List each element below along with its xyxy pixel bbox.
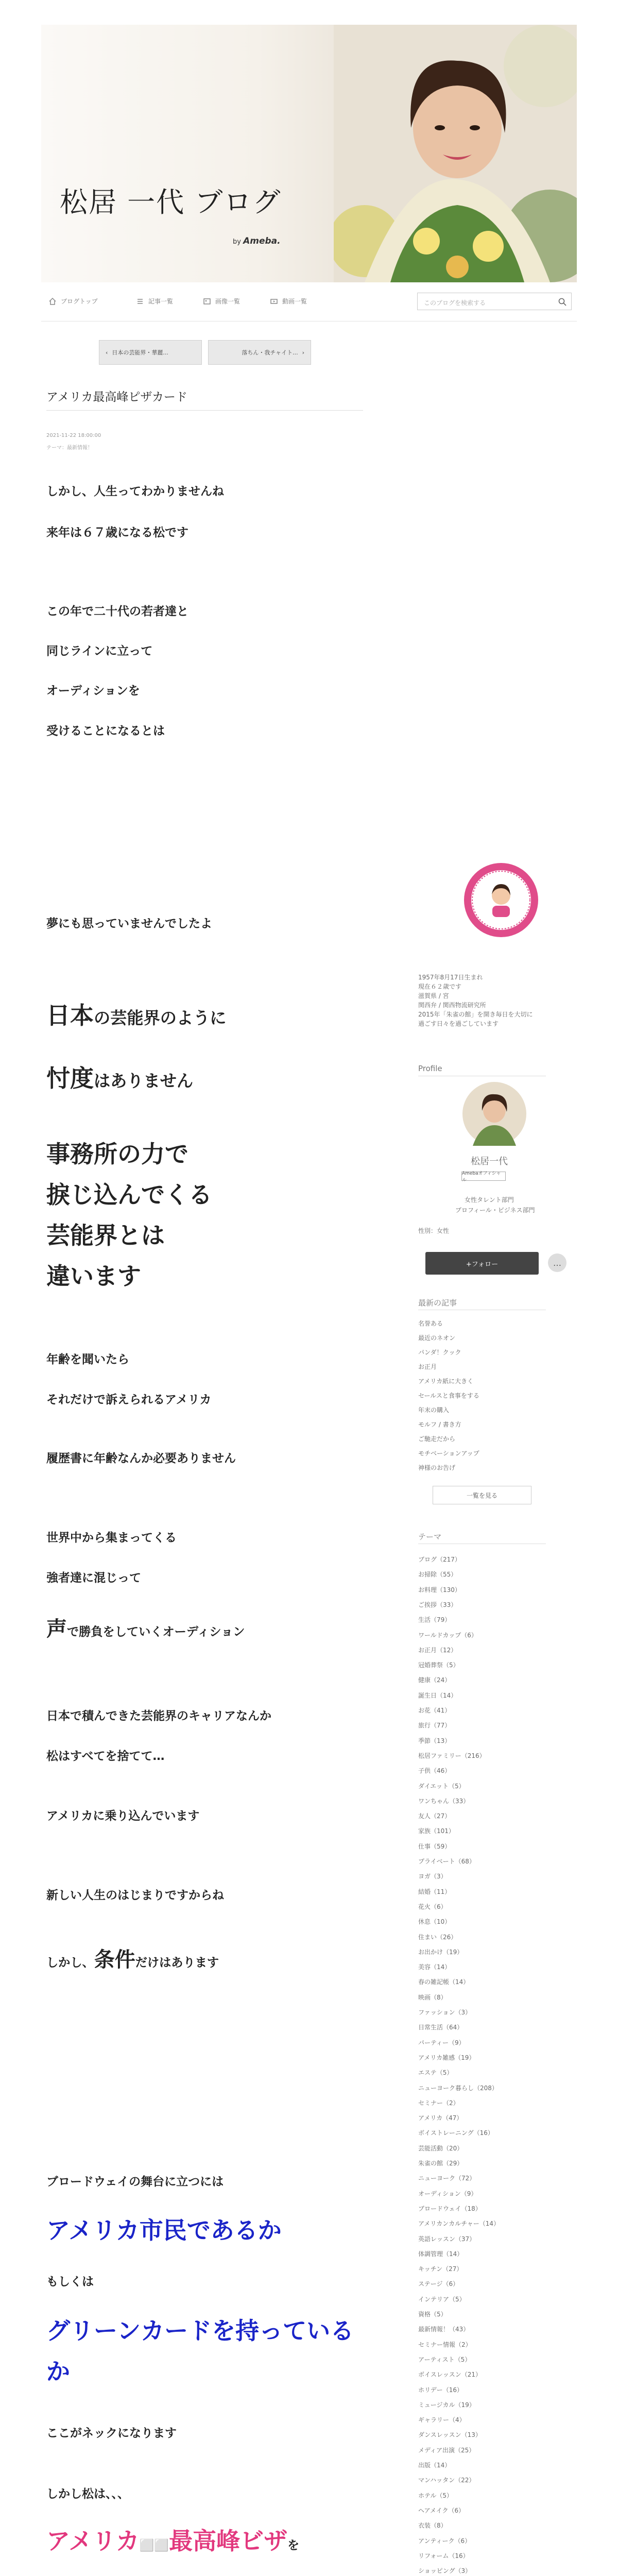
body-line: 松はすべてを捨てて… [46,1750,165,1763]
emphasis-big: 忖度 [46,1064,94,1092]
nav-articles[interactable] [136,297,173,306]
body-line: 履歴書に年齢なんか必要ありません [46,1452,236,1465]
theme-link[interactable]: 朱雀の館（29） [418,2160,464,2167]
body-line: この年で二十代の若者達と [46,605,188,618]
body-line: 日本で積んできた芸能界のキャリアなんか [46,1709,271,1723]
theme-link[interactable]: 衣装（8） [418,2522,447,2530]
chevron-left-icon: ‹ [106,349,108,356]
theme-link[interactable]: 映画（8） [418,1993,447,2001]
emphasis-small: だけはあります [135,1956,219,1970]
body-line: しかし、人生ってわかりませんね [46,485,224,498]
emphasis-big: 声 [46,1617,67,1641]
theme-link[interactable]: ギャラリー（4） [418,2416,466,2424]
theme-link[interactable]: 日常生活（64） [418,2024,464,2031]
body-line: ブロードウェイの舞台に立つには [46,2175,224,2189]
theme-link[interactable]: 休息（10） [418,1918,451,1926]
nav-blog-top[interactable] [48,297,98,306]
theme-link[interactable]: ニューヨーク（72） [418,2175,476,2182]
theme-link[interactable]: ダンスレッスン（13） [418,2431,482,2439]
bio-line: 現在６２歳です [418,983,462,990]
emphasis-small: で勝負をしていくオーディション [67,1625,245,1639]
theme-link[interactable]: 健康（24） [418,1676,451,1684]
nav-label: ブログトップ [61,298,98,305]
nav-label: 記事一覧 [148,298,174,305]
recent-article-link[interactable]: 年末の購入 [418,1406,450,1414]
recent-article-link[interactable]: アメリカ紙に大きく [418,1378,474,1385]
theme-link[interactable]: ブログ（217） [418,1556,461,1563]
recent-article-link[interactable]: 名誉ある [418,1320,443,1327]
nav-images[interactable] [203,297,240,306]
recent-article-link[interactable]: お正月 [418,1363,437,1370]
theme-link[interactable]: 旅行（77） [418,1722,451,1730]
recent-article-link[interactable]: ご馳走だから [418,1435,456,1443]
body-line-blue: アメリカ市民であるか [46,2216,282,2244]
body-line: 同じラインに立って [46,645,153,658]
profile-heading: Profile [418,1064,442,1073]
article-theme[interactable]: テーマ：最新情報！ [46,445,93,451]
theme-link[interactable]: 家族（101） [418,1827,455,1835]
global-nav [41,282,577,321]
body-line: 受けることになるとは [46,724,165,738]
theme-heading: テーマ [418,1532,442,1541]
theme-link[interactable]: オーディション（9） [418,2190,477,2197]
title-divider [46,410,363,411]
bio-line: 1957年8月17日生まれ [418,974,483,981]
theme-link[interactable]: アーティスト（5） [418,2355,471,2363]
theme-link[interactable]: ボイストレーニング（16） [418,2129,494,2137]
search-placeholder: このブログを検索する [424,299,486,307]
nav-label: 動画一覧 [282,298,307,305]
theme-link[interactable]: 友人（27） [418,1812,451,1820]
body-line-large: 捩じ込んでくる [46,1181,212,1209]
emphasis-big: アメリカ [46,2527,140,2555]
theme-link[interactable]: キッチン（27） [418,2265,463,2273]
theme-link[interactable]: ファッション（3） [418,2009,472,2016]
body-line: もしくは [46,2275,94,2289]
broken-image-icon: ⬜⬜ [139,2539,169,2552]
bio-line: 関西弁 / 関西物流研究所 [418,1002,486,1009]
theme-link[interactable]: 美容（14） [418,1963,451,1971]
header-background [41,25,350,282]
article-title[interactable]: アメリカ最高峰ピザカード [46,391,187,404]
theme-link[interactable]: ダイエット（5） [418,1782,465,1790]
theme-link[interactable]: ホテル（5） [418,2492,453,2499]
theme-link[interactable]: 英語レッスン（37） [418,2235,476,2243]
prev-article-button[interactable] [99,340,202,365]
emphasis-big: 最高峰ビザ [169,2527,288,2555]
theme-link[interactable]: ミュージカル（19） [418,2401,475,2409]
theme-link[interactable]: プライベート（68） [418,1858,475,1865]
search-icon[interactable] [558,297,567,307]
next-article-button[interactable] [208,340,311,365]
emphasis-small: はありません [94,1071,194,1091]
body-line-emphasis [46,1943,219,1973]
theme-link[interactable]: セミナー情報（2） [418,2341,472,2348]
ameba-logo[interactable] [233,236,281,246]
theme-link[interactable]: 体調管理（14） [418,2250,464,2258]
recent-article-link[interactable]: セールスと食事をする [418,1392,479,1399]
theme-link[interactable]: お料理（130） [418,1586,461,1594]
theme-link[interactable]: ニューヨーク暮らし（208） [418,2084,498,2092]
body-line-blue: グリーンカードを持っている [46,2317,354,2345]
emphasis-small: の芸能界 [94,1008,160,1028]
body-line: 強者達に混じって [46,1571,141,1585]
emphasis-big: 条件 [94,1948,135,1972]
theme-link[interactable]: お正月（12） [418,1646,457,1654]
body-line-emphasis [46,1613,245,1642]
theme-link[interactable]: お掃除（55） [418,1571,457,1579]
theme-link[interactable]: 子供（46） [418,1767,451,1775]
emphasis-small: を [287,2539,300,2552]
theme-link[interactable]: 松居ファミリー（216） [418,1752,486,1759]
theme-link[interactable]: エステ（5） [418,2069,453,2077]
sidebar-badge-image [462,861,540,939]
nav-videos[interactable] [270,297,307,306]
nav-label: 画像一覧 [215,298,241,305]
more-options-icon[interactable]: … [548,1253,566,1272]
article-date: 2021-11-22 18:00:00 [46,433,101,438]
bio-line: 滋賀県 / 宮 [418,992,449,999]
theme-link[interactable]: ヘアメイク（6） [418,2506,465,2514]
theme-link[interactable]: リフォーム（16） [418,2552,469,2560]
list-icon [136,297,144,306]
theme-link[interactable]: ご挨拶（33） [418,1601,457,1608]
chevron-right-icon: › [302,349,304,356]
body-line: 夢にも思っていませんでしたよ [46,917,212,930]
bio-line: 2015年「朱雀の館」を開き毎日を大切に [418,1011,533,1018]
theme-link[interactable]: 住まい（26） [418,1933,457,1941]
theme-link[interactable]: 最新情報！（43） [418,2326,470,2333]
recent-article-link[interactable]: 最近のネオン [418,1334,456,1342]
theme-link[interactable]: 生活（79） [418,1616,451,1624]
theme-link[interactable]: パーティー（9） [418,2039,465,2046]
bio-line: 過ごす日々を過ごしています [418,1020,499,1027]
theme-link[interactable]: アメリカ（47） [418,2114,463,2122]
recent-article-link[interactable]: モルフ / 書き方 [418,1421,461,1428]
theme-link[interactable]: 芸能活動（20） [418,2144,464,2152]
theme-link[interactable]: お出かけ（19） [418,1948,464,1956]
theme-link[interactable]: ショッピング（3） [418,2567,472,2575]
body-line-large: 事務所の力で [46,1140,188,1168]
body-line: アメリカに乗り込んでいます [46,1809,200,1823]
theme-link[interactable]: ブロードウェイ（18） [418,2205,482,2212]
recent-article-link[interactable]: モチベーションアップ [418,1450,479,1457]
theme-link[interactable]: ヨガ（3） [418,1873,447,1880]
home-icon [48,297,57,306]
prev-article-label: 日本の芸能界・華麗... [112,349,168,356]
body-line-large: 違います [46,1262,141,1290]
profile-desc: 女性タレント部門 [465,1196,514,1204]
theme-link[interactable]: 資格（5） [418,2311,447,2318]
image-icon [203,297,211,306]
body-line-emphasis [46,1060,193,1094]
theme-link[interactable]: ステージ（6） [418,2280,459,2288]
profile-name[interactable]: 松居一代 [471,1156,508,1167]
body-line: ここがネックになります [46,2427,177,2440]
profile-avatar[interactable] [462,1082,526,1146]
theme-link[interactable]: アメリカンカルチャー（14） [418,2220,500,2228]
body-line-blue: か [46,2358,70,2385]
body-line: オーディションを [46,684,140,698]
body-line-large: 芸能界とは [46,1222,165,1249]
body-line: 来年は６７歳になる松です [46,526,188,539]
search-input[interactable] [417,293,572,310]
emphasis-big: 日本 [46,1002,94,1029]
body-line: しかし松は、、、 [46,2487,129,2501]
theme-link[interactable]: 出版（14） [418,2462,451,2469]
video-icon [270,297,278,306]
body-line-pink [46,2522,299,2556]
official-badge: Amebaオフィシャル [461,1172,506,1181]
recent-more-button[interactable]: 一覧を見る [433,1486,531,1504]
body-line: それだけで訴えられるアメリカ [46,1393,212,1406]
recent-heading: 最新の記事 [418,1298,457,1308]
body-line: 新しい人生のはじまりですからね [46,1889,224,1902]
theme-link[interactable]: 結婚（11） [418,1888,451,1895]
body-line: 年齢を聞いたら [46,1353,129,1366]
theme-link[interactable]: アメリカ雑感（19） [418,2054,475,2061]
blog-title[interactable]: 松居 一代 ブログ [60,186,282,218]
emphasis-small: しかし、 [46,1956,94,1970]
theme-link[interactable]: 季節（13） [418,1737,451,1744]
recent-article-link[interactable]: 神様のお告げ [418,1464,456,1471]
theme-link[interactable]: ホリデー（16） [418,2386,464,2394]
theme-link[interactable]: インテリア（5） [418,2295,466,2303]
theme-link[interactable]: 冠婚葬祭（5） [418,1662,459,1669]
theme-link[interactable]: 春の雑記帳（14） [418,1978,470,1986]
theme-link[interactable]: 仕事（59） [418,1842,451,1850]
recent-article-link[interactable]: パンダ！クック [418,1349,461,1356]
body-line-emphasis [46,997,227,1031]
theme-link[interactable]: マンハッタン（22） [418,2477,475,2484]
emphasis-small: のように [160,1008,227,1028]
theme-link[interactable]: ワンちゃん（33） [418,1797,470,1805]
theme-link[interactable]: 誕生日（14） [418,1691,457,1699]
theme-link[interactable]: セミナー（2） [418,2099,459,2107]
by-label: by [233,238,241,246]
body-line: 世界中から集まってくる [46,1531,177,1545]
theme-link[interactable]: アンティーク（6） [418,2537,471,2545]
theme-link[interactable]: ワールドカップ（6） [418,1631,477,1639]
profile-desc: プロフィール・ビジネス部門 [455,1207,535,1214]
theme-link[interactable]: お花（41） [418,1707,451,1714]
next-article-label: 落ちん・我チャイト... [242,349,298,356]
profile-sub: 性別：女性 [418,1227,450,1234]
theme-link[interactable]: ボイスレッスン（21） [418,2371,482,2379]
theme-link[interactable]: 花火（6） [418,1903,447,1910]
ameba-wordmark: Ameba. [243,236,281,246]
follow-button[interactable]: +フォロー [425,1252,539,1275]
theme-link[interactable]: メディア出演（25） [418,2446,475,2454]
author-portrait [334,25,577,282]
blog-header[interactable] [41,25,577,282]
